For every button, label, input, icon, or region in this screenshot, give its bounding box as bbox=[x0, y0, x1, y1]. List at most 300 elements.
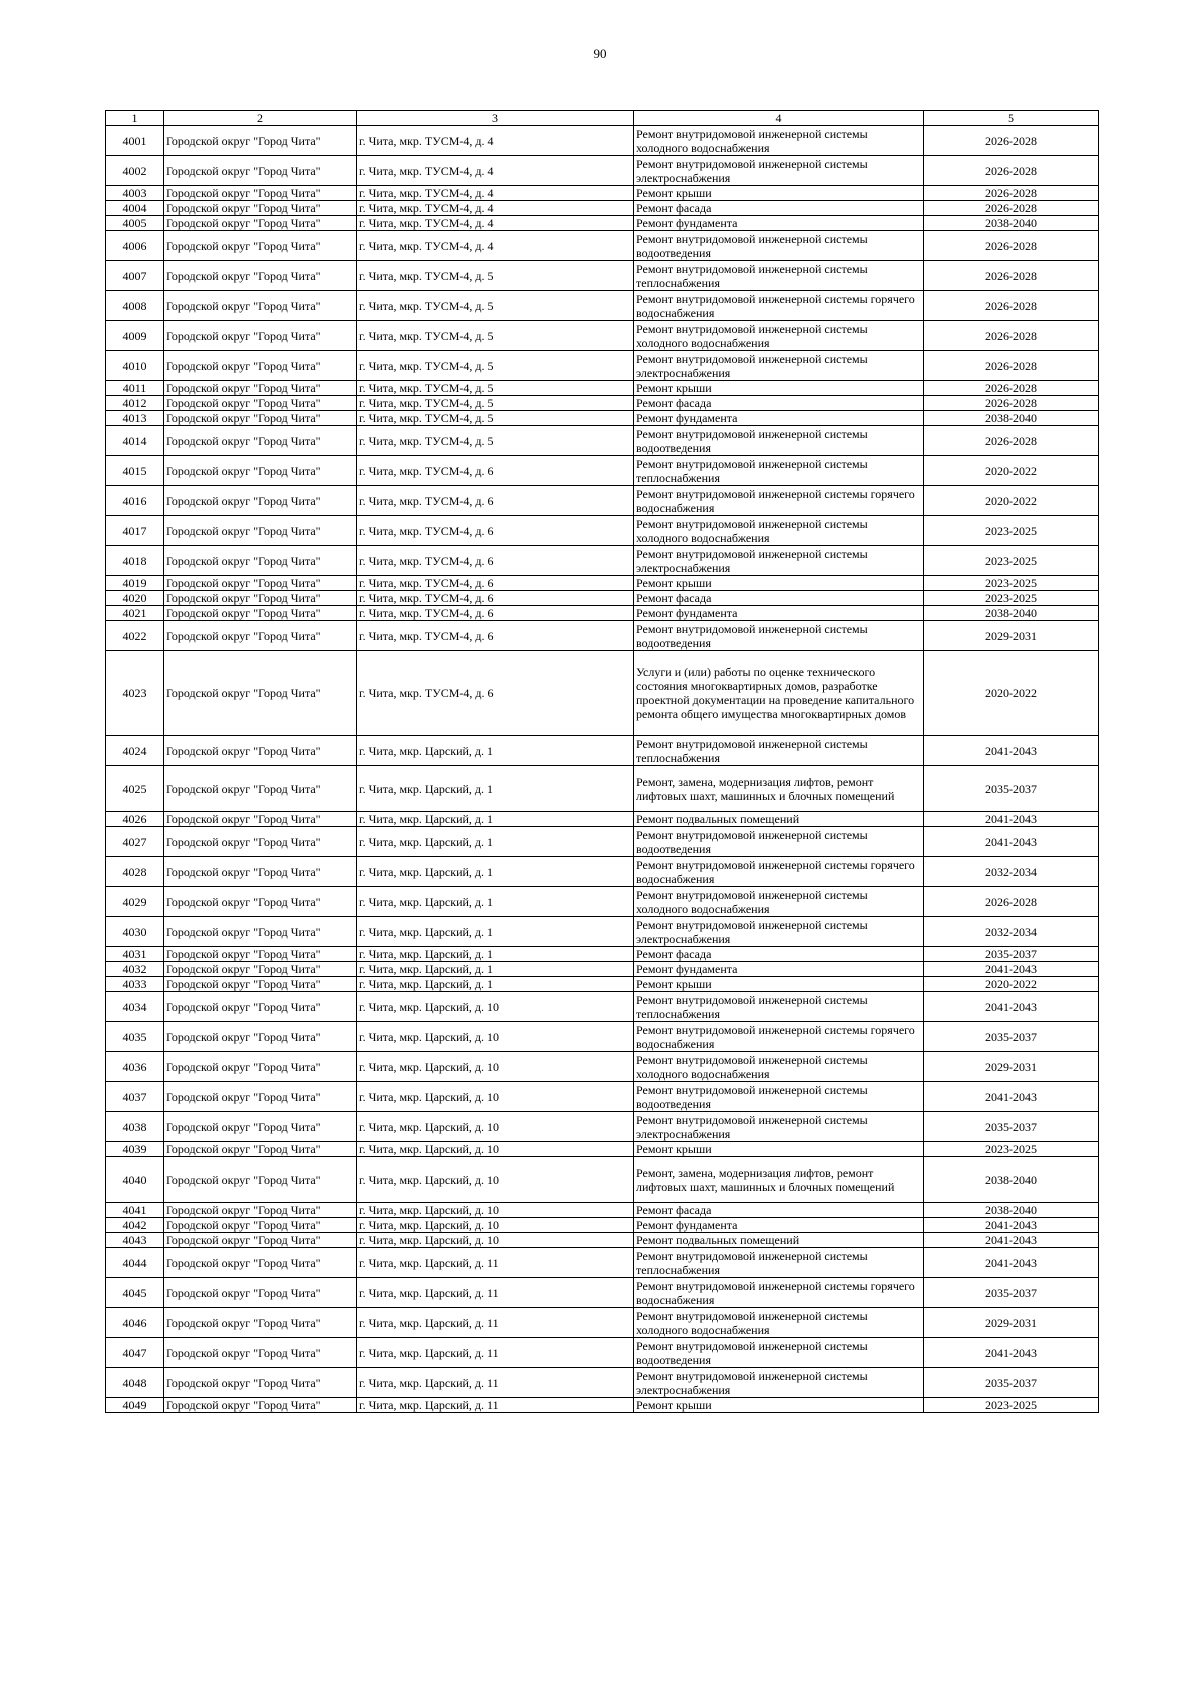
column-header: 2 bbox=[164, 111, 357, 126]
column-header: 4 bbox=[634, 111, 924, 126]
address-cell: г. Чита, мкр. Царский, д. 10 bbox=[357, 1142, 634, 1157]
table-row bbox=[106, 1052, 1099, 1082]
municipality-cell: Городской округ "Город Чита" bbox=[164, 917, 357, 947]
address-cell: г. Чита, мкр. Царский, д. 10 bbox=[357, 1157, 634, 1203]
address-cell: г. Чита, мкр. ТУСМ-4, д. 6 bbox=[357, 546, 634, 576]
column-header: 1 bbox=[106, 111, 164, 126]
municipality-cell: Городской округ "Город Чита" bbox=[164, 606, 357, 621]
municipality-cell: Городской округ "Город Чита" bbox=[164, 1218, 357, 1233]
column-header: 5 bbox=[924, 111, 1099, 126]
address-cell: г. Чита, мкр. Царский, д. 1 bbox=[357, 962, 634, 977]
work-type-cell: Ремонт внутридомовой инженерной системы водоотведения bbox=[634, 1082, 924, 1112]
municipality-cell: Городской округ "Город Чита" bbox=[164, 1368, 357, 1398]
municipality-cell: Городской округ "Город Чита" bbox=[164, 426, 357, 456]
row-number: 4021 bbox=[106, 606, 164, 621]
address-cell: г. Чита, мкр. ТУСМ-4, д. 6 bbox=[357, 516, 634, 546]
work-type-cell: Ремонт внутридомовой инженерной системы электроснабжения bbox=[634, 351, 924, 381]
address-cell: г. Чита, мкр. ТУСМ-4, д. 5 bbox=[357, 291, 634, 321]
table-row bbox=[106, 516, 1099, 546]
table-row bbox=[106, 156, 1099, 186]
row-number: 4033 bbox=[106, 977, 164, 992]
work-type-cell: Ремонт крыши bbox=[634, 1398, 924, 1413]
repair-schedule-table bbox=[105, 110, 1099, 1413]
period-cell: 2026-2028 bbox=[924, 291, 1099, 321]
table-row bbox=[106, 1233, 1099, 1248]
municipality-cell: Городской округ "Город Чита" bbox=[164, 1308, 357, 1338]
row-number: 4047 bbox=[106, 1338, 164, 1368]
period-cell: 2035-2037 bbox=[924, 1022, 1099, 1052]
work-type-cell: Ремонт внутридомовой инженерной системы теплоснабжения bbox=[634, 992, 924, 1022]
municipality-cell: Городской округ "Город Чита" bbox=[164, 1142, 357, 1157]
period-cell: 2026-2028 bbox=[924, 156, 1099, 186]
period-cell: 2038-2040 bbox=[924, 411, 1099, 426]
work-type-cell: Ремонт внутридомовой инженерной системы электроснабжения bbox=[634, 1112, 924, 1142]
row-number: 4029 bbox=[106, 887, 164, 917]
row-number: 4005 bbox=[106, 216, 164, 231]
period-cell: 2026-2028 bbox=[924, 426, 1099, 456]
table-row bbox=[106, 1248, 1099, 1278]
address-cell: г. Чита, мкр. Царский, д. 11 bbox=[357, 1368, 634, 1398]
column-header: 3 bbox=[357, 111, 634, 126]
period-cell: 2041-2043 bbox=[924, 1082, 1099, 1112]
row-number: 4035 bbox=[106, 1022, 164, 1052]
table-row bbox=[106, 857, 1099, 887]
address-cell: г. Чита, мкр. ТУСМ-4, д. 6 bbox=[357, 486, 634, 516]
row-number: 4017 bbox=[106, 516, 164, 546]
municipality-cell: Городской округ "Город Чита" bbox=[164, 291, 357, 321]
work-type-cell: Ремонт внутридомовой инженерной системы теплоснабжения bbox=[634, 261, 924, 291]
address-cell: г. Чита, мкр. ТУСМ-4, д. 5 bbox=[357, 381, 634, 396]
table-row bbox=[106, 261, 1099, 291]
period-cell: 2041-2043 bbox=[924, 1338, 1099, 1368]
address-cell: г. Чита, мкр. Царский, д. 1 bbox=[357, 812, 634, 827]
period-cell: 2038-2040 bbox=[924, 216, 1099, 231]
municipality-cell: Городской округ "Город Чита" bbox=[164, 621, 357, 651]
municipality-cell: Городской округ "Город Чита" bbox=[164, 381, 357, 396]
municipality-cell: Городской округ "Город Чита" bbox=[164, 651, 357, 736]
period-cell: 2035-2037 bbox=[924, 766, 1099, 812]
period-cell: 2035-2037 bbox=[924, 1278, 1099, 1308]
row-number: 4034 bbox=[106, 992, 164, 1022]
table-row bbox=[106, 411, 1099, 426]
table-row bbox=[106, 351, 1099, 381]
address-cell: г. Чита, мкр. ТУСМ-4, д. 5 bbox=[357, 321, 634, 351]
municipality-cell: Городской округ "Город Чита" bbox=[164, 261, 357, 291]
work-type-cell: Ремонт фундамента bbox=[634, 216, 924, 231]
table-row bbox=[106, 1398, 1099, 1413]
municipality-cell: Городской округ "Город Чита" bbox=[164, 827, 357, 857]
row-number: 4044 bbox=[106, 1248, 164, 1278]
row-number: 4032 bbox=[106, 962, 164, 977]
work-type-cell: Ремонт внутридомовой инженерной системы холодного водоснабжения bbox=[634, 1052, 924, 1082]
address-cell: г. Чита, мкр. Царский, д. 10 bbox=[357, 1233, 634, 1248]
table-row bbox=[106, 486, 1099, 516]
period-cell: 2026-2028 bbox=[924, 351, 1099, 381]
row-number: 4019 bbox=[106, 576, 164, 591]
municipality-cell: Городской округ "Город Чита" bbox=[164, 411, 357, 426]
address-cell: г. Чита, мкр. Царский, д. 1 bbox=[357, 857, 634, 887]
work-type-cell: Ремонт внутридомовой инженерной системы теплоснабжения bbox=[634, 1248, 924, 1278]
row-number: 4023 bbox=[106, 651, 164, 736]
row-number: 4003 bbox=[106, 186, 164, 201]
row-number: 4020 bbox=[106, 591, 164, 606]
municipality-cell: Городской округ "Город Чита" bbox=[164, 1278, 357, 1308]
address-cell: г. Чита, мкр. Царский, д. 1 bbox=[357, 736, 634, 766]
address-cell: г. Чита, мкр. Царский, д. 10 bbox=[357, 1022, 634, 1052]
table-row bbox=[106, 1338, 1099, 1368]
row-number: 4028 bbox=[106, 857, 164, 887]
table-row bbox=[106, 736, 1099, 766]
period-cell: 2020-2022 bbox=[924, 456, 1099, 486]
table-row bbox=[106, 1142, 1099, 1157]
address-cell: г. Чита, мкр. Царский, д. 1 bbox=[357, 766, 634, 812]
work-type-cell: Ремонт фасада bbox=[634, 591, 924, 606]
work-type-cell: Ремонт внутридомовой инженерной системы холодного водоснабжения bbox=[634, 516, 924, 546]
work-type-cell: Ремонт фасада bbox=[634, 201, 924, 216]
row-number: 4002 bbox=[106, 156, 164, 186]
period-cell: 2032-2034 bbox=[924, 917, 1099, 947]
work-type-cell: Ремонт крыши bbox=[634, 576, 924, 591]
municipality-cell: Городской округ "Город Чита" bbox=[164, 947, 357, 962]
period-cell: 2026-2028 bbox=[924, 381, 1099, 396]
municipality-cell: Городской округ "Город Чита" bbox=[164, 576, 357, 591]
work-type-cell: Ремонт внутридомовой инженерной системы теплоснабжения bbox=[634, 736, 924, 766]
municipality-cell: Городской округ "Город Чита" bbox=[164, 812, 357, 827]
address-cell: г. Чита, мкр. Царский, д. 11 bbox=[357, 1248, 634, 1278]
period-cell: 2026-2028 bbox=[924, 186, 1099, 201]
table-row bbox=[106, 606, 1099, 621]
row-number: 4042 bbox=[106, 1218, 164, 1233]
table-row bbox=[106, 126, 1099, 156]
row-number: 4049 bbox=[106, 1398, 164, 1413]
municipality-cell: Городской округ "Город Чита" bbox=[164, 1248, 357, 1278]
address-cell: г. Чита, мкр. ТУСМ-4, д. 4 bbox=[357, 186, 634, 201]
address-cell: г. Чита, мкр. Царский, д. 10 bbox=[357, 1218, 634, 1233]
table-row bbox=[106, 396, 1099, 411]
municipality-cell: Городской округ "Город Чита" bbox=[164, 887, 357, 917]
municipality-cell: Городской округ "Город Чита" bbox=[164, 231, 357, 261]
address-cell: г. Чита, мкр. Царский, д. 11 bbox=[357, 1308, 634, 1338]
municipality-cell: Городской округ "Город Чита" bbox=[164, 126, 357, 156]
row-number: 4027 bbox=[106, 827, 164, 857]
address-cell: г. Чита, мкр. Царский, д. 1 bbox=[357, 887, 634, 917]
work-type-cell: Ремонт внутридомовой инженерной системы водоотведения bbox=[634, 621, 924, 651]
row-number: 4013 bbox=[106, 411, 164, 426]
period-cell: 2023-2025 bbox=[924, 591, 1099, 606]
period-cell: 2026-2028 bbox=[924, 231, 1099, 261]
row-number: 4012 bbox=[106, 396, 164, 411]
row-number: 4001 bbox=[106, 126, 164, 156]
row-number: 4010 bbox=[106, 351, 164, 381]
table-row bbox=[106, 1278, 1099, 1308]
row-number: 4030 bbox=[106, 917, 164, 947]
row-number: 4022 bbox=[106, 621, 164, 651]
municipality-cell: Городской округ "Город Чита" bbox=[164, 351, 357, 381]
work-type-cell: Ремонт внутридомовой инженерной системы холодного водоснабжения bbox=[634, 1308, 924, 1338]
work-type-cell: Ремонт фундамента bbox=[634, 606, 924, 621]
table-row bbox=[106, 186, 1099, 201]
address-cell: г. Чита, мкр. Царский, д. 1 bbox=[357, 827, 634, 857]
address-cell: г. Чита, мкр. Царский, д. 11 bbox=[357, 1278, 634, 1308]
work-type-cell: Ремонт внутридомовой инженерной системы холодного водоснабжения bbox=[634, 887, 924, 917]
work-type-cell: Ремонт крыши bbox=[634, 381, 924, 396]
work-type-cell: Ремонт фундамента bbox=[634, 1218, 924, 1233]
period-cell: 2026-2028 bbox=[924, 321, 1099, 351]
table-row bbox=[106, 917, 1099, 947]
work-type-cell: Ремонт внутридомовой инженерной системы холодного водоснабжения bbox=[634, 126, 924, 156]
row-number: 4024 bbox=[106, 736, 164, 766]
row-number: 4018 bbox=[106, 546, 164, 576]
table-row bbox=[106, 887, 1099, 917]
address-cell: г. Чита, мкр. ТУСМ-4, д. 6 bbox=[357, 591, 634, 606]
row-number: 4031 bbox=[106, 947, 164, 962]
period-cell: 2029-2031 bbox=[924, 1052, 1099, 1082]
address-cell: г. Чита, мкр. ТУСМ-4, д. 6 bbox=[357, 621, 634, 651]
table-row bbox=[106, 651, 1099, 736]
municipality-cell: Городской округ "Город Чита" bbox=[164, 766, 357, 812]
address-cell: г. Чита, мкр. ТУСМ-4, д. 4 bbox=[357, 126, 634, 156]
municipality-cell: Городской округ "Город Чита" bbox=[164, 456, 357, 486]
work-type-cell: Ремонт подвальных помещений bbox=[634, 1233, 924, 1248]
period-cell: 2041-2043 bbox=[924, 1218, 1099, 1233]
municipality-cell: Городской округ "Город Чита" bbox=[164, 186, 357, 201]
period-cell: 2026-2028 bbox=[924, 126, 1099, 156]
row-number: 4045 bbox=[106, 1278, 164, 1308]
row-number: 4009 bbox=[106, 321, 164, 351]
table-row bbox=[106, 591, 1099, 606]
row-number: 4043 bbox=[106, 1233, 164, 1248]
table-row bbox=[106, 546, 1099, 576]
row-number: 4038 bbox=[106, 1112, 164, 1142]
municipality-cell: Городской округ "Город Чита" bbox=[164, 992, 357, 1022]
address-cell: г. Чита, мкр. Царский, д. 10 bbox=[357, 1112, 634, 1142]
table-row bbox=[106, 1368, 1099, 1398]
period-cell: 2041-2043 bbox=[924, 1233, 1099, 1248]
period-cell: 2023-2025 bbox=[924, 1142, 1099, 1157]
table-row bbox=[106, 621, 1099, 651]
table-row bbox=[106, 576, 1099, 591]
municipality-cell: Городской округ "Город Чита" bbox=[164, 486, 357, 516]
address-cell: г. Чита, мкр. ТУСМ-4, д. 4 bbox=[357, 156, 634, 186]
row-number: 4040 bbox=[106, 1157, 164, 1203]
table-row bbox=[106, 1308, 1099, 1338]
table-row bbox=[106, 456, 1099, 486]
work-type-cell: Ремонт внутридомовой инженерной системы горячего водоснабжения bbox=[634, 291, 924, 321]
table-row bbox=[106, 381, 1099, 396]
address-cell: г. Чита, мкр. ТУСМ-4, д. 4 bbox=[357, 216, 634, 231]
address-cell: г. Чита, мкр. ТУСМ-4, д. 6 bbox=[357, 456, 634, 486]
period-cell: 2026-2028 bbox=[924, 261, 1099, 291]
row-number: 4007 bbox=[106, 261, 164, 291]
table-row bbox=[106, 1022, 1099, 1052]
work-type-cell: Ремонт фундамента bbox=[634, 962, 924, 977]
row-number: 4036 bbox=[106, 1052, 164, 1082]
row-number: 4016 bbox=[106, 486, 164, 516]
period-cell: 2041-2043 bbox=[924, 827, 1099, 857]
period-cell: 2035-2037 bbox=[924, 1112, 1099, 1142]
row-number: 4025 bbox=[106, 766, 164, 812]
municipality-cell: Городской округ "Город Чита" bbox=[164, 591, 357, 606]
period-cell: 2041-2043 bbox=[924, 812, 1099, 827]
period-cell: 2041-2043 bbox=[924, 736, 1099, 766]
period-cell: 2035-2037 bbox=[924, 947, 1099, 962]
address-cell: г. Чита, мкр. ТУСМ-4, д. 5 bbox=[357, 396, 634, 411]
period-cell: 2020-2022 bbox=[924, 486, 1099, 516]
address-cell: г. Чита, мкр. Царский, д. 1 bbox=[357, 947, 634, 962]
municipality-cell: Городской округ "Город Чита" bbox=[164, 546, 357, 576]
municipality-cell: Городской округ "Город Чита" bbox=[164, 201, 357, 216]
address-cell: г. Чита, мкр. ТУСМ-4, д. 5 bbox=[357, 411, 634, 426]
municipality-cell: Городской округ "Город Чита" bbox=[164, 1203, 357, 1218]
address-cell: г. Чита, мкр. ТУСМ-4, д. 5 bbox=[357, 426, 634, 456]
table-row bbox=[106, 1157, 1099, 1203]
work-type-cell: Ремонт внутридомовой инженерной системы водоотведения bbox=[634, 1338, 924, 1368]
table-row bbox=[106, 216, 1099, 231]
row-number: 4008 bbox=[106, 291, 164, 321]
work-type-cell: Ремонт внутридомовой инженерной системы электроснабжения bbox=[634, 546, 924, 576]
address-cell: г. Чита, мкр. ТУСМ-4, д. 5 bbox=[357, 261, 634, 291]
table-row bbox=[106, 1203, 1099, 1218]
address-cell: г. Чита, мкр. Царский, д. 10 bbox=[357, 1052, 634, 1082]
work-type-cell: Ремонт, замена, модернизация лифтов, ремонт лифтовых шахт, машинных и блочных помещений bbox=[634, 1157, 924, 1203]
work-type-cell: Ремонт внутридомовой инженерной системы горячего водоснабжения bbox=[634, 1278, 924, 1308]
period-cell: 2029-2031 bbox=[924, 621, 1099, 651]
work-type-cell: Ремонт внутридомовой инженерной системы водоотведения bbox=[634, 426, 924, 456]
table-row bbox=[106, 201, 1099, 216]
work-type-cell: Ремонт крыши bbox=[634, 186, 924, 201]
work-type-cell: Ремонт внутридомовой инженерной системы электроснабжения bbox=[634, 1368, 924, 1398]
address-cell: г. Чита, мкр. ТУСМ-4, д. 6 bbox=[357, 576, 634, 591]
table-row bbox=[106, 766, 1099, 812]
row-number: 4046 bbox=[106, 1308, 164, 1338]
table-body bbox=[106, 126, 1099, 1413]
table-row bbox=[106, 827, 1099, 857]
municipality-cell: Городской округ "Город Чита" bbox=[164, 736, 357, 766]
table-row bbox=[106, 962, 1099, 977]
municipality-cell: Городской округ "Город Чита" bbox=[164, 1398, 357, 1413]
address-cell: г. Чита, мкр. Царский, д. 11 bbox=[357, 1338, 634, 1368]
work-type-cell: Ремонт внутридомовой инженерной системы теплоснабжения bbox=[634, 456, 924, 486]
work-type-cell: Ремонт фасада bbox=[634, 396, 924, 411]
table-row bbox=[106, 812, 1099, 827]
municipality-cell: Городской округ "Город Чита" bbox=[164, 321, 357, 351]
period-cell: 2032-2034 bbox=[924, 857, 1099, 887]
table-row bbox=[106, 992, 1099, 1022]
row-number: 4015 bbox=[106, 456, 164, 486]
municipality-cell: Городской округ "Город Чита" bbox=[164, 977, 357, 992]
period-cell: 2023-2025 bbox=[924, 546, 1099, 576]
address-cell: г. Чита, мкр. Царский, д. 11 bbox=[357, 1398, 634, 1413]
municipality-cell: Городской округ "Город Чита" bbox=[164, 396, 357, 411]
row-number: 4006 bbox=[106, 231, 164, 261]
table-row bbox=[106, 231, 1099, 261]
address-cell: г. Чита, мкр. ТУСМ-4, д. 6 bbox=[357, 606, 634, 621]
period-cell: 2026-2028 bbox=[924, 887, 1099, 917]
period-cell: 2020-2022 bbox=[924, 651, 1099, 736]
period-cell: 2026-2028 bbox=[924, 201, 1099, 216]
address-cell: г. Чита, мкр. Царский, д. 10 bbox=[357, 1203, 634, 1218]
period-cell: 2038-2040 bbox=[924, 1203, 1099, 1218]
period-cell: 2041-2043 bbox=[924, 1248, 1099, 1278]
table-row bbox=[106, 321, 1099, 351]
row-number: 4026 bbox=[106, 812, 164, 827]
period-cell: 2020-2022 bbox=[924, 977, 1099, 992]
table-row bbox=[106, 977, 1099, 992]
work-type-cell: Ремонт внутридомовой инженерной системы водоотведения bbox=[634, 231, 924, 261]
table-row bbox=[106, 1112, 1099, 1142]
work-type-cell: Ремонт внутридомовой инженерной системы электроснабжения bbox=[634, 917, 924, 947]
period-cell: 2038-2040 bbox=[924, 606, 1099, 621]
period-cell: 2035-2037 bbox=[924, 1368, 1099, 1398]
work-type-cell: Ремонт внутридомовой инженерной системы горячего водоснабжения bbox=[634, 857, 924, 887]
row-number: 4048 bbox=[106, 1368, 164, 1398]
municipality-cell: Городской округ "Город Чита" bbox=[164, 1233, 357, 1248]
municipality-cell: Городской округ "Город Чита" bbox=[164, 857, 357, 887]
municipality-cell: Городской округ "Город Чита" bbox=[164, 1022, 357, 1052]
municipality-cell: Городской округ "Город Чита" bbox=[164, 216, 357, 231]
work-type-cell: Ремонт внутридомовой инженерной системы электроснабжения bbox=[634, 156, 924, 186]
work-type-cell: Ремонт внутридомовой инженерной системы горячего водоснабжения bbox=[634, 486, 924, 516]
header-row bbox=[106, 111, 1099, 126]
address-cell: г. Чита, мкр. Царский, д. 1 bbox=[357, 977, 634, 992]
work-type-cell: Ремонт внутридомовой инженерной системы водоотведения bbox=[634, 827, 924, 857]
period-cell: 2038-2040 bbox=[924, 1157, 1099, 1203]
period-cell: 2041-2043 bbox=[924, 992, 1099, 1022]
municipality-cell: Городской округ "Город Чита" bbox=[164, 1157, 357, 1203]
work-type-cell: Ремонт фундамента bbox=[634, 411, 924, 426]
row-number: 4041 bbox=[106, 1203, 164, 1218]
address-cell: г. Чита, мкр. ТУСМ-4, д. 4 bbox=[357, 201, 634, 216]
work-type-cell: Услуги и (или) работы по оценке технического состояния многоквартирных домов, разработке проектной документации на проведение капитального ремонта общего имущества многоквартирных домов bbox=[634, 651, 924, 736]
table-row bbox=[106, 291, 1099, 321]
row-number: 4014 bbox=[106, 426, 164, 456]
municipality-cell: Городской округ "Город Чита" bbox=[164, 1052, 357, 1082]
table-row bbox=[106, 1218, 1099, 1233]
address-cell: г. Чита, мкр. Царский, д. 10 bbox=[357, 992, 634, 1022]
address-cell: г. Чита, мкр. ТУСМ-4, д. 6 bbox=[357, 651, 634, 736]
row-number: 4037 bbox=[106, 1082, 164, 1112]
page-number: 90 bbox=[593, 46, 607, 61]
row-number: 4039 bbox=[106, 1142, 164, 1157]
work-type-cell: Ремонт внутридомовой инженерной системы горячего водоснабжения bbox=[634, 1022, 924, 1052]
table-row bbox=[106, 426, 1099, 456]
work-type-cell: Ремонт фасада bbox=[634, 1203, 924, 1218]
period-cell: 2026-2028 bbox=[924, 396, 1099, 411]
address-cell: г. Чита, мкр. ТУСМ-4, д. 4 bbox=[357, 231, 634, 261]
work-type-cell: Ремонт крыши bbox=[634, 977, 924, 992]
period-cell: 2023-2025 bbox=[924, 1398, 1099, 1413]
municipality-cell: Городской округ "Город Чита" bbox=[164, 1082, 357, 1112]
table-row bbox=[106, 1082, 1099, 1112]
work-type-cell: Ремонт, замена, модернизация лифтов, ремонт лифтовых шахт, машинных и блочных помещений bbox=[634, 766, 924, 812]
period-cell: 2041-2043 bbox=[924, 962, 1099, 977]
row-number: 4004 bbox=[106, 201, 164, 216]
row-number: 4011 bbox=[106, 381, 164, 396]
work-type-cell: Ремонт крыши bbox=[634, 1142, 924, 1157]
work-type-cell: Ремонт фасада bbox=[634, 947, 924, 962]
municipality-cell: Городской округ "Город Чита" bbox=[164, 1338, 357, 1368]
table-row bbox=[106, 947, 1099, 962]
municipality-cell: Городской округ "Город Чита" bbox=[164, 516, 357, 546]
municipality-cell: Городской округ "Город Чита" bbox=[164, 962, 357, 977]
municipality-cell: Городской округ "Город Чита" bbox=[164, 1112, 357, 1142]
address-cell: г. Чита, мкр. Царский, д. 1 bbox=[357, 917, 634, 947]
address-cell: г. Чита, мкр. ТУСМ-4, д. 5 bbox=[357, 351, 634, 381]
address-cell: г. Чита, мкр. Царский, д. 10 bbox=[357, 1082, 634, 1112]
work-type-cell: Ремонт внутридомовой инженерной системы холодного водоснабжения bbox=[634, 321, 924, 351]
period-cell: 2023-2025 bbox=[924, 576, 1099, 591]
work-type-cell: Ремонт подвальных помещений bbox=[634, 812, 924, 827]
